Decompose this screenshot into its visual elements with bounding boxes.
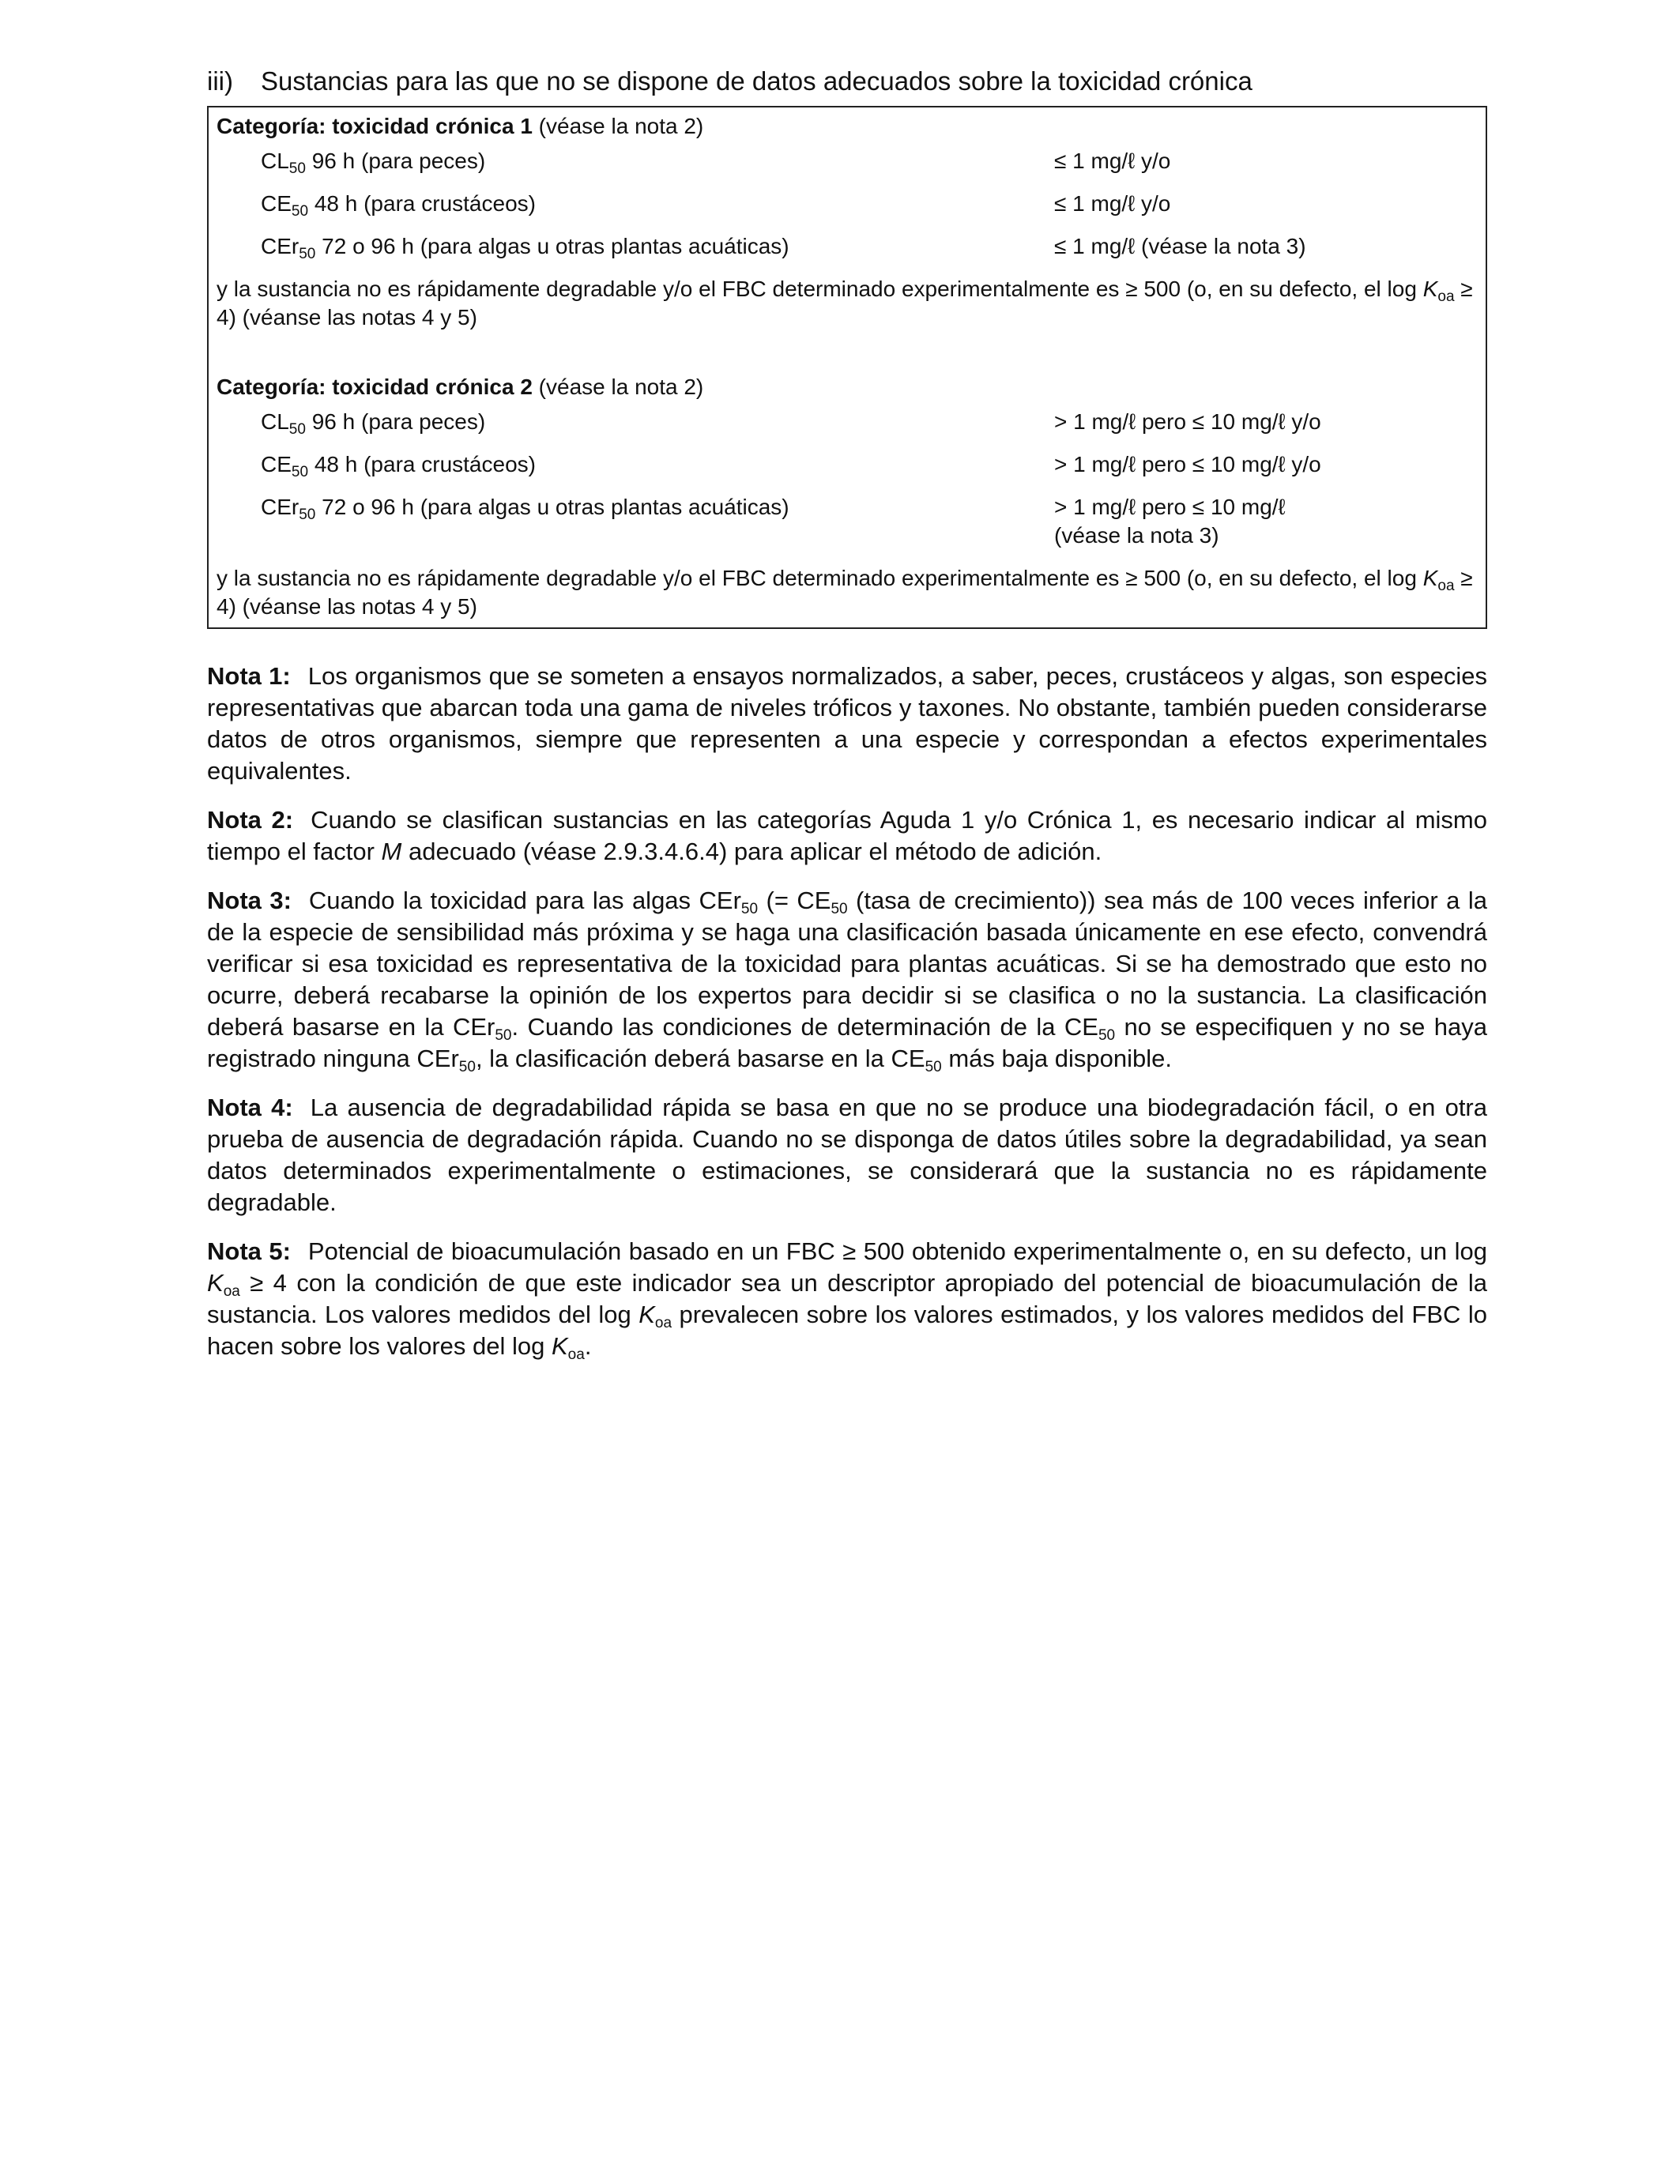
note-subscript: 50 — [925, 1059, 942, 1075]
note-text: Cuando se clasifican sustancias en las categorías Aguda 1 y/o Crónica 1, es necesario indicar al mismo tiempo el factor — [207, 806, 1487, 865]
criterion-row — [217, 450, 1478, 479]
criterion-subscript: 50 — [288, 421, 306, 438]
criterion-prefix: CL — [261, 149, 289, 173]
note-1 — [207, 661, 1487, 787]
criterion-prefix: CE — [261, 191, 292, 216]
note-text: (tasa de crecimiento)) sea más de 100 veces inferior a la de la especie de sensibilidad más próxima y se haga una clasificación basada únicamente en ese efecto, convendrá verificar si esa toxicidad es representativa de la toxicidad para plantas acuáticas. Si se ha demostrado que esto no ocurre, deberá recabarse la opinión de los expertos para decidir si se clasifica o no la sustancia. La clasificación deberá basarse en la CEr — [207, 887, 1488, 1041]
note-subscript: 50 — [495, 1027, 512, 1044]
note-4 — [207, 1092, 1487, 1218]
criterion-label — [217, 232, 1054, 261]
note-text: Los organismos que se someten a ensayos normalizados, a saber, peces, crustáceos y algas, son especies representativas que abarcan toda una gama de niveles tróficos y taxones. No obstante, también pueden considerarse datos de otros organismos, siempre que representen a una especie y correspondan a efectos experimentales equivalentes. — [207, 662, 1487, 785]
category-1-title-bold: Categoría: toxicidad crónica 1 — [217, 114, 533, 138]
note-subscript: oa — [567, 1346, 585, 1363]
heading-text: Sustancias para las que no se dispone de datos adecuados sobre la toxicidad crónica — [261, 66, 1252, 96]
condition-text: y la sustancia no es rápidamente degradable y/o el FBC determinado experimentalmente es ≥ 500 (o, en su defecto, el log — [217, 277, 1423, 301]
note-5 — [207, 1236, 1487, 1362]
criterion-value: ≤ 1 mg/ℓ (véase la nota 3) — [1054, 234, 1306, 258]
heading-number: iii) — [207, 66, 233, 96]
criterion-prefix: CEr — [261, 234, 299, 258]
note-label: Nota 4: — [207, 1094, 293, 1121]
note-text: (= CE — [758, 887, 831, 914]
criterion-row — [217, 493, 1478, 550]
criterion-label — [217, 190, 1054, 218]
note-text: prevalecen sobre los valores estimados, y los valores medidos del FBC lo hacen sobre los valores del log — [207, 1301, 1488, 1360]
criterion-prefix: CE — [261, 452, 292, 476]
document-page — [207, 65, 1487, 1380]
note-subscript: 50 — [740, 901, 759, 917]
note-3 — [207, 885, 1487, 1075]
criterion-subscript: 50 — [299, 246, 316, 262]
note-2 — [207, 804, 1487, 868]
criterion-value-line: > 1 mg/ℓ pero ≤ 10 mg/ℓ — [1054, 495, 1286, 519]
note-subscript: 50 — [458, 1059, 476, 1075]
condition-k: K — [1422, 277, 1438, 301]
condition-subscript: oa — [1437, 288, 1455, 305]
criterion-text: 96 h (para peces) — [305, 149, 486, 173]
note-label: Nota 2: — [207, 806, 294, 834]
note-text: adecuado (véase 2.9.3.4.6.4) para aplicar el método de adición. — [401, 838, 1102, 865]
note-italic-k: K — [638, 1301, 655, 1328]
condition-text-end: ≥ 4) (véanse las notas 4 y 5) — [217, 277, 1473, 329]
note-subscript: 50 — [831, 901, 848, 917]
category-2-title — [217, 373, 1478, 401]
note-text: ≥ 4 con la condición de que este indicador sea un descriptor apropiado del potencial de bioacumulación de la sustancia. Los valores medidos del log — [207, 1269, 1487, 1328]
criterion-value: ≤ 1 mg/ℓ y/o — [1054, 191, 1171, 216]
note-text: La ausencia de degradabilidad rápida se basa en que no se produce una biodegradación fácil, o en otra prueba de ausencia de degradación rápida. Cuando no se disponga de datos útiles sobre la degradabilidad, ya sean datos determinados experimentalmente o estimaciones, se considerará que la sustancia no es rápidamente degradable. — [207, 1094, 1487, 1216]
criterion-subscript: 50 — [288, 160, 306, 177]
note-text: , la clasificación deberá basarse en la CE — [475, 1045, 925, 1072]
note-subscript: oa — [223, 1283, 240, 1300]
section-heading — [207, 65, 1487, 98]
criterion-value — [1054, 493, 1478, 550]
criterion-row — [217, 408, 1478, 436]
category-spacer — [217, 332, 1478, 373]
note-italic-k: K — [207, 1269, 224, 1297]
criterion-text: 96 h (para peces) — [305, 409, 486, 434]
criterion-label — [217, 408, 1054, 436]
note-label: Nota 1: — [207, 662, 291, 690]
note-subscript: oa — [654, 1315, 672, 1331]
note-subscript: 50 — [1098, 1027, 1116, 1044]
criterion-value: > 1 mg/ℓ pero ≤ 10 mg/ℓ y/o — [1054, 409, 1321, 434]
note-italic-m: M — [381, 838, 402, 865]
criterion-label — [217, 493, 1054, 550]
criterion-subscript: 50 — [291, 464, 309, 480]
condition-k: K — [1422, 566, 1438, 590]
note-text: Cuando la toxicidad para las algas CEr — [308, 887, 741, 914]
note-label: Nota 5: — [207, 1237, 291, 1265]
category-2-title-bold: Categoría: toxicidad crónica 2 — [217, 375, 533, 399]
criterion-prefix: CEr — [261, 495, 299, 519]
condition-text-end: ≥ 4) (véanse las notas 4 y 5) — [217, 566, 1473, 619]
category-1-title-note: (véase la nota 2) — [532, 114, 704, 138]
criterion-text: 72 o 96 h (para algas u otras plantas acuáticas) — [315, 495, 789, 519]
note-text: . Cuando las condiciones de determinación de la CE — [511, 1013, 1098, 1041]
criterion-row — [217, 190, 1478, 218]
condition-text: y la sustancia no es rápidamente degradable y/o el FBC determinado experimentalmente es ≥ 500 (o, en su defecto, el log — [217, 566, 1423, 590]
criterion-subscript: 50 — [299, 506, 316, 523]
criterion-text: 72 o 96 h (para algas u otras plantas acuáticas) — [315, 234, 789, 258]
criterion-value: ≤ 1 mg/ℓ y/o — [1054, 149, 1171, 173]
criterion-text: 48 h (para crustáceos) — [308, 452, 536, 476]
note-text: Potencial de bioacumulación basado en un FBC ≥ 500 obtenido experimentalmente o, en su defecto, un log — [307, 1237, 1487, 1265]
notes-section — [207, 661, 1487, 1362]
criterion-value-note: (véase la nota 3) — [1054, 523, 1219, 548]
category-1-title — [217, 112, 1478, 141]
note-text: no se especifiquen y no se haya registrado ninguna CEr — [207, 1013, 1488, 1072]
criterion-value: > 1 mg/ℓ pero ≤ 10 mg/ℓ y/o — [1054, 452, 1321, 476]
note-text: . — [584, 1332, 592, 1360]
note-text: más baja disponible. — [941, 1045, 1172, 1072]
criterion-subscript: 50 — [291, 203, 309, 220]
criterion-label — [217, 147, 1054, 175]
note-italic-k: K — [551, 1332, 568, 1360]
category-2-title-note: (véase la nota 2) — [532, 375, 704, 399]
criteria-box — [207, 106, 1487, 629]
criterion-label — [217, 450, 1054, 479]
criterion-row — [217, 232, 1478, 261]
category-1-condition — [217, 275, 1478, 332]
category-2-condition — [217, 564, 1478, 621]
condition-subscript: oa — [1437, 578, 1455, 594]
criterion-row — [217, 147, 1478, 175]
criterion-prefix: CL — [261, 409, 289, 434]
note-label: Nota 3: — [207, 887, 292, 914]
criterion-text: 48 h (para crustáceos) — [308, 191, 536, 216]
